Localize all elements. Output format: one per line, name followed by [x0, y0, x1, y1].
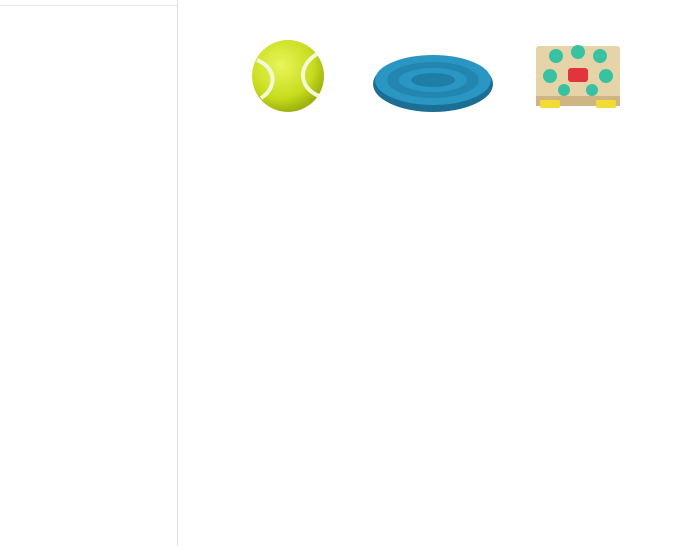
tennis-ball-image: [247, 38, 329, 114]
section-play: [186, 36, 680, 118]
image-frisbee: [368, 48, 498, 118]
sidebar: [0, 0, 178, 546]
frisbee-image: [370, 48, 496, 114]
image-ball: [223, 38, 353, 118]
page-title: [186, 10, 680, 30]
sidebar-subitems: [0, 0, 177, 6]
toy-images: [216, 36, 650, 118]
main-content: [186, 0, 680, 546]
image-puzzle: [513, 38, 643, 118]
puzzle-toy-image: [530, 38, 626, 114]
